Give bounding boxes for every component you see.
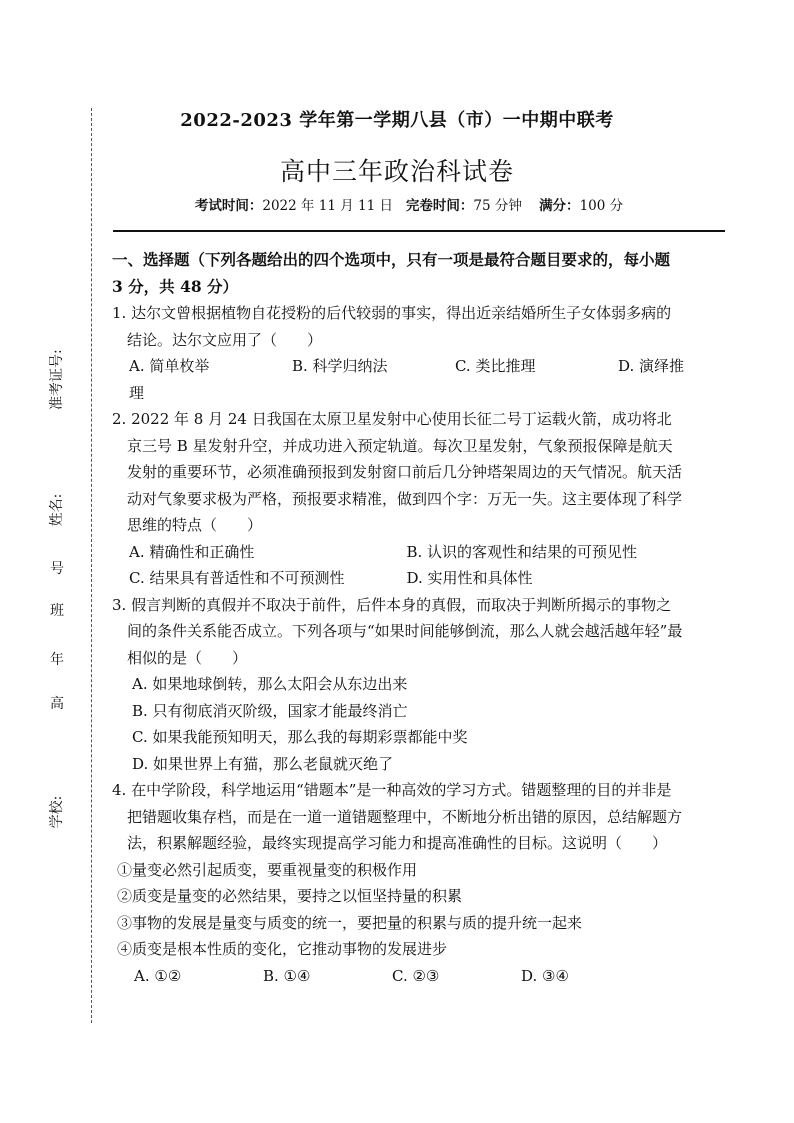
question-1-options bbox=[112, 353, 684, 380]
question-2-option-d: D. 实用性和具体性 bbox=[406, 569, 533, 587]
question-4-option-d: D. ③④ bbox=[521, 966, 569, 985]
question-3-option-d: D. 如果世界上有猫，那么老鼠就灭绝了 bbox=[132, 754, 394, 773]
exam-time-label: 考试时间： bbox=[194, 198, 263, 214]
question-1-option-d: D. 演绎推 bbox=[617, 357, 684, 375]
side-label-nian: 年 bbox=[50, 652, 64, 668]
exam-duration-value: 75 分钟 bbox=[473, 198, 522, 214]
question-3-option-b: B. 只有彻底消灭阶级，国家才能最终消亡 bbox=[132, 701, 408, 720]
exam-score-label: 满分： bbox=[539, 198, 580, 214]
exam-duration-label: 完卷时间： bbox=[405, 198, 474, 214]
question-3-option-c: C. 如果我能预知明天，那么我的每期彩票都能中奖 bbox=[132, 728, 468, 746]
exam-score-value: 100 分 bbox=[579, 198, 624, 214]
question-4-option-a: A. ①② bbox=[134, 966, 182, 985]
question-1-option-c: C. 类比推理 bbox=[454, 357, 536, 375]
question-4-statement-3: ③事物的发展是量变与质变的统一，要把量的积累与质的提升统一起来 bbox=[117, 913, 583, 932]
question-2-options-row2 bbox=[112, 565, 684, 592]
side-label-hao: 号 bbox=[50, 561, 64, 577]
question-3-option-a: A. 如果地球倒转，那么太阳会从东边出来 bbox=[132, 675, 408, 693]
question-4-statement-1: ①量变必然引起质变，要重视量变的积极作用 bbox=[117, 860, 418, 879]
question-1-option-d-continued: 理 bbox=[129, 383, 145, 402]
question-2-text: 2. 2022 年 8 月 24 日我国在太原卫星发射中心使用长征二号丁运载火箭，成功将北京三号 B 星发射升空，并成功进入预定轨道。每次卫星发射，气象预报保障是航天发射的重要环节，必须准确预报到发射窗口前后几分钟塔架周边的天气情况。航天活动对气象要求极为严格，预报要求精准，做到四个字：万无一失。这主要体现了科学思维的特点（ ） bbox=[112, 410, 683, 534]
side-label-name: 姓名: bbox=[49, 493, 65, 527]
exam-time-value: 2022 年 11 月 11 日 bbox=[262, 198, 394, 214]
question-4-text: 4. 在中学阶段，科学地运用“错题本”是一种高效的学习方式。错题整理的目的并非是把错题收集存档，而是在一道一道错题整理中，不断地分析出错的原因，总结解题方法，积累解题经验，最终实现提高学习能力和提高准确性的目标。这说明（ ） bbox=[112, 781, 683, 852]
side-label-gao: 高 bbox=[50, 696, 64, 712]
question-2-option-c: C. 结果具有普适性和不可预测性 bbox=[129, 569, 345, 587]
question-4-option-b: B. ①④ bbox=[263, 966, 311, 985]
question-1-option-a: A. 简单枚举 bbox=[129, 357, 210, 375]
question-3-text: 3. 假言判断的真假并不取决于前件，后件本身的真假，而取决于判断所揭示的事物之间的条件关系能否成立。下列各项与“如果时间能够倒流，那么人就会越活越年轻”最相似的是（ ） bbox=[112, 595, 683, 667]
question-1-text: 1. 达尔文曾根据植物自花授粉的后代较弱的事实，得出近亲结婚所生子女体弱多病的结论。达尔文应用了（ ） bbox=[112, 304, 672, 349]
page-title: 高中三年政治科试卷 bbox=[279, 157, 514, 186]
question-4-statement-4: ④质变是根本性质的变化，它推动事物的发展进步 bbox=[117, 940, 448, 958]
exam-header-line: 2022-2023 学年第一学期八县（市）一中期中联考 bbox=[180, 110, 614, 131]
question-2-option-b: B. 认识的客观性和结果的可预见性 bbox=[406, 542, 638, 561]
header-rule bbox=[113, 230, 725, 232]
side-label-ban: 班 bbox=[50, 603, 64, 619]
question-4-statement-2: ②质变是量变的必然结果，要持之以恒坚持量的积累 bbox=[117, 887, 463, 905]
binding-dashed-line bbox=[91, 108, 92, 1023]
exam-content bbox=[112, 247, 684, 989]
exam-info bbox=[0, 194, 794, 214]
section-heading: 一、选择题（下列各题给出的四个选项中，只有一项是最符合题目要求的，每小题 3 分，共 48 分） bbox=[112, 250, 671, 296]
question-4-option-c: C. ②③ bbox=[392, 966, 440, 985]
question-2-option-a: A. 精确性和正确性 bbox=[129, 542, 255, 561]
side-label-exam-number: 准考证号: bbox=[49, 349, 65, 410]
question-1-option-b: B. 科学归纳法 bbox=[291, 357, 388, 375]
side-label-school: 学校: bbox=[49, 795, 65, 829]
question-2-options-row1 bbox=[112, 539, 684, 566]
question-4-options bbox=[112, 963, 684, 990]
